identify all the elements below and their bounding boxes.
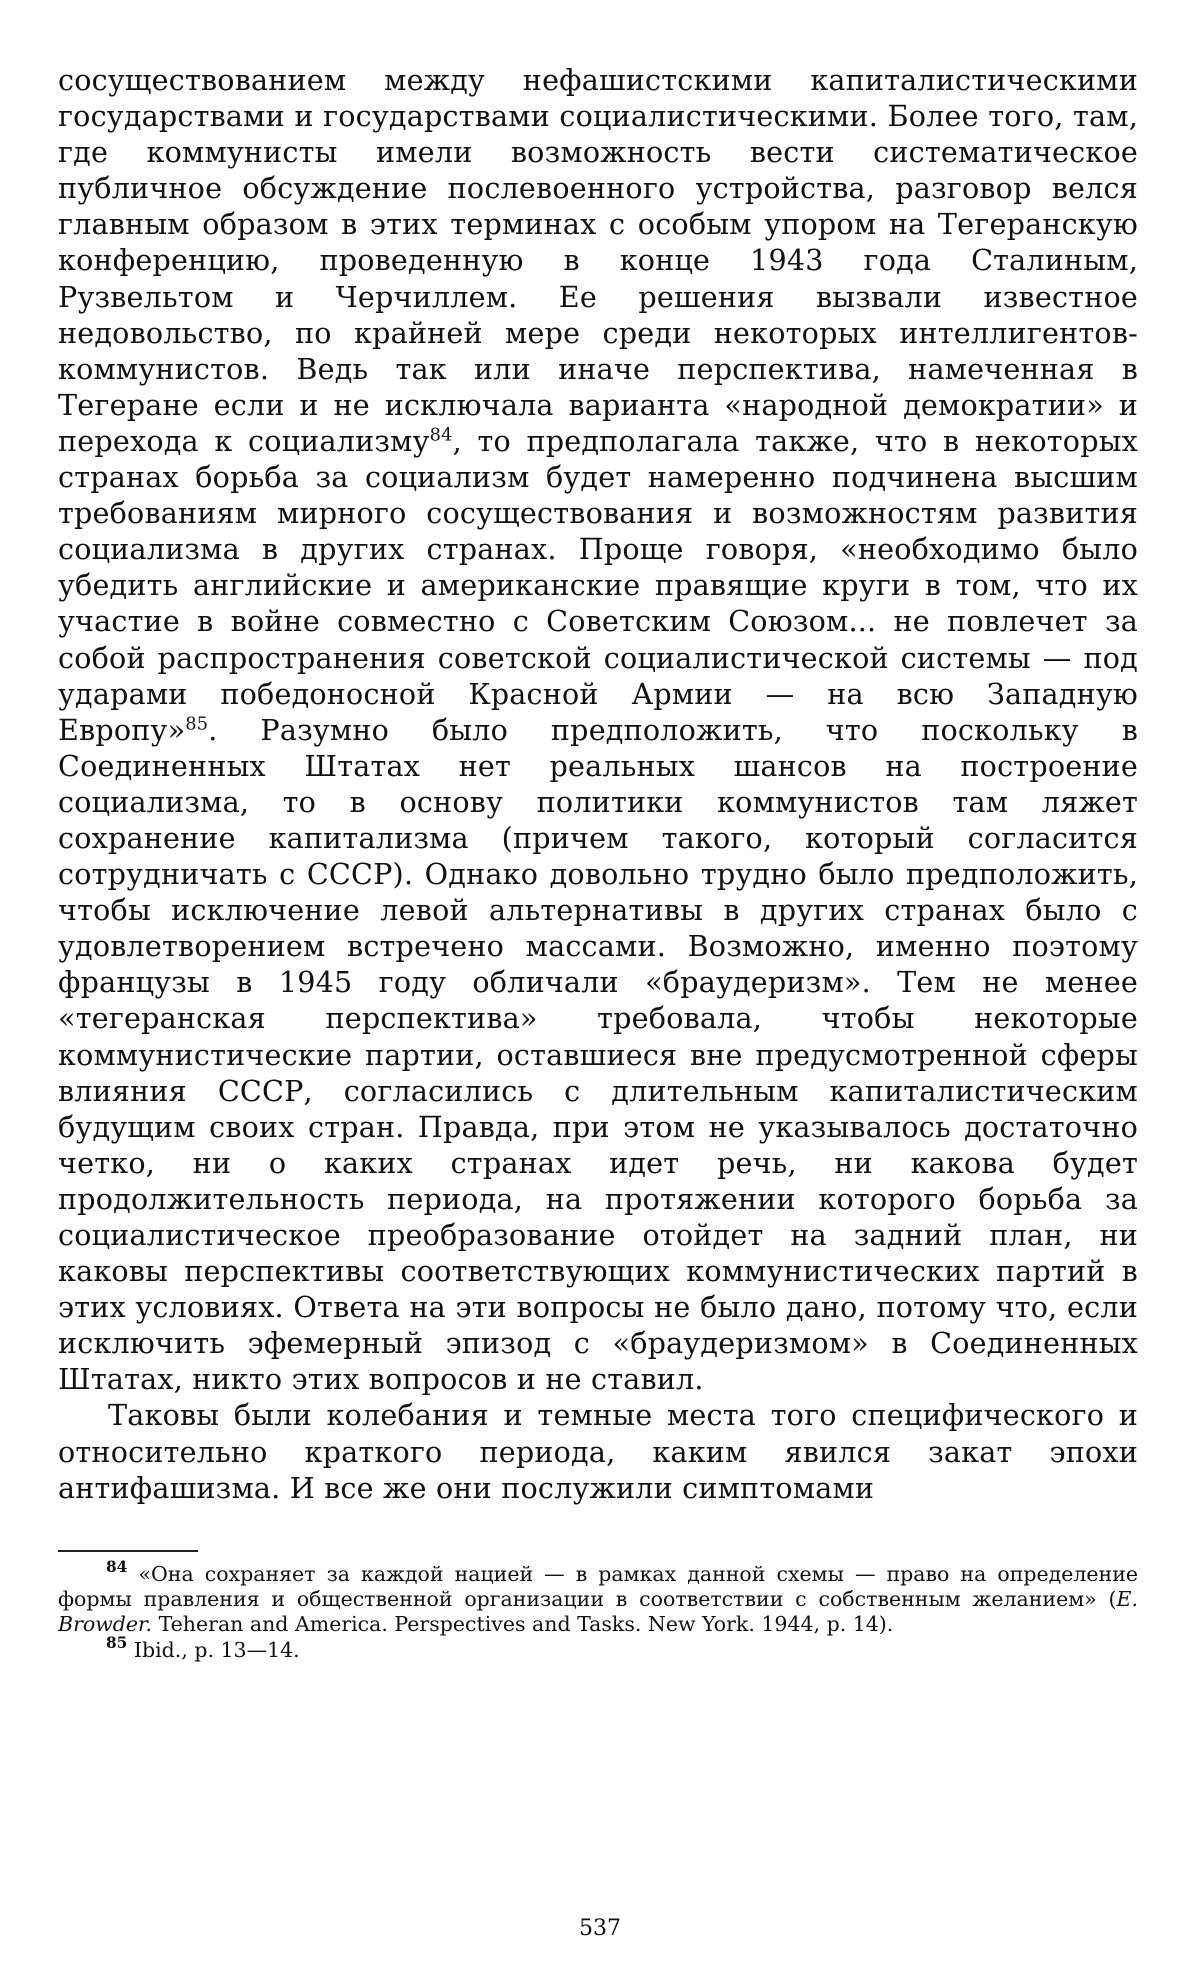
footnote-mark-84: 84 [106, 1557, 128, 1576]
main-text [58, 62, 1138, 1506]
footnote-ref-84[interactable]: 84 [429, 425, 453, 446]
footnote-ref-85[interactable]: 85 [185, 714, 209, 735]
paragraph-1 [58, 62, 1138, 1397]
footnote-divider [58, 1550, 198, 1552]
page-number: 537 [579, 1916, 621, 1941]
paragraph-1-part-c: . Разумно было предположить, что поскольку в Соединенных Штатах нет реальных шансов на построение социализма, то в основу политики коммунистов там ляжет сохранение капитализма (причем такого, который согласится сотрудничать с СССР). Однако довольно трудно было предположить, чтобы исключение левой альтернативы в других странах было с удовлетворением встречено массами. Возможно, именно поэтому французы в 1945 году обличали «браудеризм». Тем не менее «тегеранская перспектива» требовала, чтобы некоторые коммунистические партии, оставшиеся вне предусмотренной сферы влияния СССР, согласились с длительным капиталистическим будущим своих стран. Правда, при этом не указывалось достаточно четко, ни о каких странах идет речь, ни какова будет продолжительность периода, на протяжении которого борьба за социалистическое преобразование отойдет на задний план, ни каковы перспективы соответствующих коммунистических партий в этих условиях. Ответа на эти вопросы не было дано, потому что, если исключить эфемерный эпизод с «браудеризмом» в Соединенных Штатах, никто этих вопросов и не ставил. [58, 712, 1138, 1397]
paragraph-1-part-b: , то предполагала также, что в некоторых странах борьба за социализм будет намеренно подчинена высшим требованиям мирного сосуществования и возможностям развития социализма в других странах. Проще говоря, «необходимо было убедить английские и американские правящие круги в том, что их участие в войне совместно с Советским Союзом... не повлечет за собой распространения советской социалистической системы — под ударами победоносной Красной Армии — на всю Западную Европу» [58, 423, 1138, 747]
paragraph-1-part-a: сосуществованием между нефашистскими капиталистическими государствами и государствами социалистическими. Более того, там, где коммунисты имели возможность вести систематическое публичное обсуждение послевоенного устройства, разговор велся главным образом в этих терминах с особым упором на Тегеранскую конференцию, проведенную в конце 1943 года Сталиным, Рузвельтом и Черчиллем. Ее решения вызвали известное недовольство, по крайней мере среди некоторых интеллигентов-коммунистов. Ведь так или иначе перспектива, намеченная в Тегеране если и не исключала варианта «народной демократии» и перехода к социализму [58, 63, 1138, 458]
footnote-85-text: Ibid., p. 13—14. [133, 1637, 300, 1662]
footnote-mark-85: 85 [106, 1633, 128, 1652]
footnote-85 [58, 1633, 1138, 1663]
footnote-84-author: E. Browder. [58, 1587, 1138, 1637]
footnote-84-text-b: Teheran and America. Perspectives and Tasks. New York. 1944, p. 14). [152, 1612, 894, 1637]
footnote-84-text-a: «Она сохраняет за каждой нацией — в рамках данной схемы — право на определение формы правления и общественной организации в соответствии с собственным желанием» ( [58, 1561, 1138, 1612]
footnote-84 [58, 1557, 1138, 1638]
footnotes [58, 1557, 1138, 1663]
book-page [58, 62, 1138, 1663]
paragraph-2: Таковы были колебания и темные места того специфического и относительно краткого периода, каким явился закат эпохи антифашизма. И все же они послужили симптомами [58, 1398, 1138, 1505]
